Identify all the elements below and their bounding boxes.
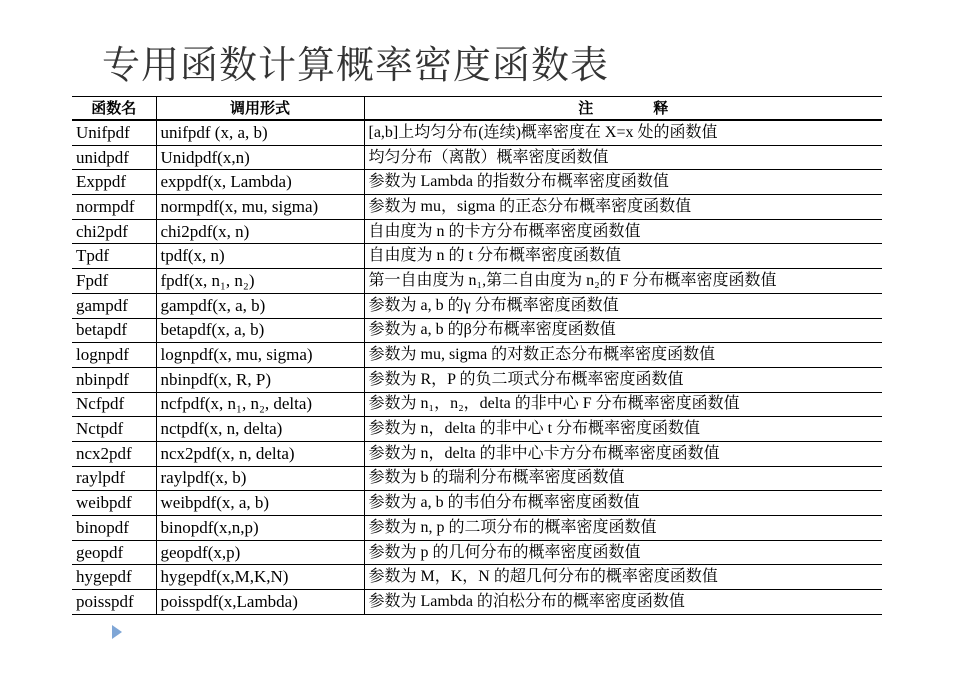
function-name-cell: weibpdf	[72, 491, 156, 516]
function-name-cell: Unifpdf	[72, 120, 156, 145]
notes-cell: 参数为 M，K，N 的超几何分布的概率密度函数值	[364, 565, 882, 590]
call-form-cell: geopdf(x,p)	[156, 540, 364, 565]
function-name-cell: Fpdf	[72, 269, 156, 294]
call-form-cell: poisspdf(x,Lambda)	[156, 590, 364, 615]
table-row	[72, 491, 882, 516]
table-row	[72, 170, 882, 195]
notes-cell: 自由度为 n 的 t 分布概率密度函数值	[364, 244, 882, 269]
notes-cell: 参数为 a, b 的韦伯分布概率密度函数值	[364, 491, 882, 516]
table-row	[72, 195, 882, 220]
table-row	[72, 367, 882, 392]
table-row	[72, 244, 882, 269]
function-name-cell: poisspdf	[72, 590, 156, 615]
table-row	[72, 565, 882, 590]
notes-cell: 第一自由度为 n₁,第二自由度为 n₂的 F 分布概率密度函数值	[364, 269, 882, 294]
function-name-cell: Ncfpdf	[72, 392, 156, 417]
notes-cell: 参数为 n，delta 的非中心 t 分布概率密度函数值	[364, 417, 882, 442]
function-name-cell: raylpdf	[72, 466, 156, 491]
call-form-cell: unifpdf (x, a, b)	[156, 120, 364, 145]
triangle-right-icon	[112, 625, 122, 639]
call-form-cell: ncfpdf(x, n₁, n₂, delta)	[156, 392, 364, 417]
notes-cell: [a,b]上均匀分布(连续)概率密度在 X=x 处的函数值	[364, 120, 882, 145]
function-name-cell: nbinpdf	[72, 367, 156, 392]
table-row	[72, 540, 882, 565]
table-row	[72, 145, 882, 170]
notes-cell: 参数为 b 的瑞利分布概率密度函数值	[364, 466, 882, 491]
call-form-cell: tpdf(x, n)	[156, 244, 364, 269]
call-form-cell: chi2pdf(x, n)	[156, 219, 364, 244]
function-name-cell: gampdf	[72, 293, 156, 318]
table-row	[72, 441, 882, 466]
call-form-cell: nctpdf(x, n, delta)	[156, 417, 364, 442]
header-notes: 注 释	[364, 97, 882, 121]
function-name-cell: Exppdf	[72, 170, 156, 195]
call-form-cell: betapdf(x, a, b)	[156, 318, 364, 343]
table-row	[72, 417, 882, 442]
pdf-function-table	[72, 96, 882, 615]
table-row	[72, 120, 882, 145]
table-row	[72, 590, 882, 615]
table-row	[72, 392, 882, 417]
notes-cell: 参数为 a, b 的β分布概率密度函数值	[364, 318, 882, 343]
table-row	[72, 318, 882, 343]
notes-cell: 参数为 n₁，n₂，delta 的非中心 F 分布概率密度函数值	[364, 392, 882, 417]
call-form-cell: hygepdf(x,M,K,N)	[156, 565, 364, 590]
notes-cell: 参数为 a, b 的γ 分布概率密度函数值	[364, 293, 882, 318]
table-row	[72, 269, 882, 294]
function-name-cell: unidpdf	[72, 145, 156, 170]
call-form-cell: gampdf(x, a, b)	[156, 293, 364, 318]
table-row	[72, 466, 882, 491]
table-row	[72, 516, 882, 541]
notes-cell: 参数为 mu, sigma 的对数正态分布概率密度函数值	[364, 343, 882, 368]
notes-cell: 参数为 n, p 的二项分布的概率密度函数值	[364, 516, 882, 541]
notes-cell: 参数为 R，P 的负二项式分布概率密度函数值	[364, 367, 882, 392]
function-name-cell: Tpdf	[72, 244, 156, 269]
call-form-cell: weibpdf(x, a, b)	[156, 491, 364, 516]
table-row	[72, 219, 882, 244]
function-name-cell: normpdf	[72, 195, 156, 220]
notes-cell: 参数为 n，delta 的非中心卡方分布概率密度函数值	[364, 441, 882, 466]
call-form-cell: ncx2pdf(x, n, delta)	[156, 441, 364, 466]
call-form-cell: binopdf(x,n,p)	[156, 516, 364, 541]
header-call-form: 调用形式	[156, 97, 364, 121]
notes-cell: 参数为 Lambda 的指数分布概率密度函数值	[364, 170, 882, 195]
function-name-cell: geopdf	[72, 540, 156, 565]
call-form-cell: exppdf(x, Lambda)	[156, 170, 364, 195]
notes-cell: 参数为 p 的几何分布的概率密度函数值	[364, 540, 882, 565]
table-row	[72, 293, 882, 318]
function-name-cell: binopdf	[72, 516, 156, 541]
table-row	[72, 343, 882, 368]
function-name-cell: hygepdf	[72, 565, 156, 590]
slide-title: 专用函数计算概率密度函数表	[102, 43, 610, 87]
function-name-cell: Nctpdf	[72, 417, 156, 442]
function-name-cell: lognpdf	[72, 343, 156, 368]
notes-cell: 参数为 Lambda 的泊松分布的概率密度函数值	[364, 590, 882, 615]
call-form-cell: nbinpdf(x, R, P)	[156, 367, 364, 392]
function-name-cell: chi2pdf	[72, 219, 156, 244]
header-function-name: 函数名	[72, 97, 156, 121]
call-form-cell: normpdf(x, mu, sigma)	[156, 195, 364, 220]
function-name-cell: ncx2pdf	[72, 441, 156, 466]
call-form-cell: raylpdf(x, b)	[156, 466, 364, 491]
function-name-cell: betapdf	[72, 318, 156, 343]
notes-cell: 自由度为 n 的卡方分布概率密度函数值	[364, 219, 882, 244]
notes-cell: 均匀分布（离散）概率密度函数值	[364, 145, 882, 170]
notes-cell: 参数为 mu，sigma 的正态分布概率密度函数值	[364, 195, 882, 220]
call-form-cell: fpdf(x, n₁, n₂)	[156, 269, 364, 294]
call-form-cell: lognpdf(x, mu, sigma)	[156, 343, 364, 368]
table-header-row	[72, 97, 882, 121]
call-form-cell: Unidpdf(x,n)	[156, 145, 364, 170]
